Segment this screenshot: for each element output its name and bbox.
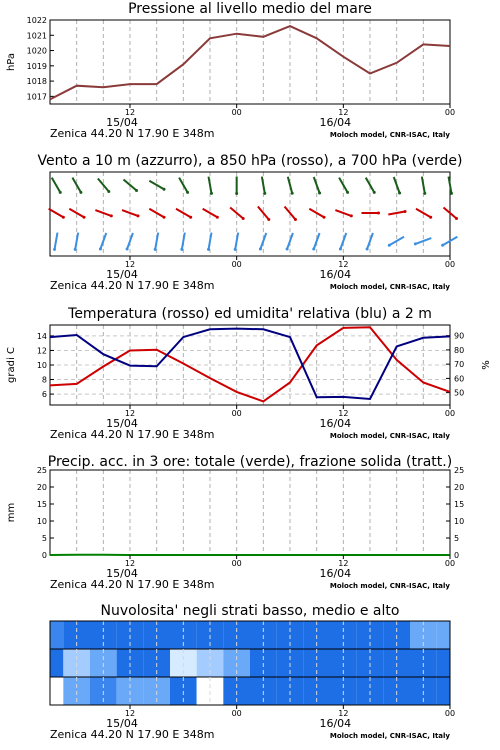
wind-barb-tip	[339, 247, 342, 250]
y-tick-label: 14	[36, 331, 47, 341]
wind-barb-tip	[366, 247, 369, 250]
wind-barb	[126, 233, 133, 250]
wind-barb	[309, 209, 325, 219]
panel-1-title: Pressione al livello medio del mare	[128, 1, 372, 17]
wind-barb	[123, 180, 138, 192]
wind-barb-tip	[210, 192, 213, 195]
wind-barb-tip	[388, 244, 391, 247]
wind-barb-tip	[53, 248, 56, 251]
y-right-tick-label: 50	[454, 388, 465, 398]
y-right-tick-label: 10	[454, 517, 465, 526]
wind-barb-tip	[107, 190, 110, 193]
wind-barb	[149, 181, 165, 191]
wind-barb-tip	[216, 216, 219, 219]
model-credit: Moloch model, CNR-ISAC, Italy	[329, 131, 450, 139]
y-axis-right-label: %	[481, 360, 492, 370]
wind-barb-tip	[398, 191, 401, 194]
wind-barb	[422, 177, 426, 195]
wind-barb	[69, 209, 85, 219]
y-tick-label: 8	[41, 375, 47, 385]
y-tick-label: 1020	[26, 46, 47, 56]
time-tick-label: 00	[231, 559, 242, 568]
wind-barb	[149, 209, 165, 219]
wind-barb-tip	[79, 191, 82, 194]
wind-barb-tip	[414, 242, 417, 245]
y-right-tick-label: 0	[454, 551, 460, 560]
wind-barb	[443, 208, 458, 220]
date-label: 16/04	[319, 417, 352, 430]
y-tick-label: 10	[36, 517, 47, 526]
wind-barb-tip	[163, 216, 166, 219]
date-label: 15/04	[106, 717, 138, 730]
wind-barb	[99, 233, 106, 250]
wind-barb-tip	[455, 217, 458, 220]
wind-barb-tip	[450, 192, 453, 195]
wind-barb-shaft	[55, 233, 58, 250]
time-tick-label: 00	[444, 108, 456, 117]
time-tick-label: 12	[338, 559, 349, 568]
time-tick-label: 12	[124, 409, 136, 418]
wind-barb	[154, 233, 158, 251]
time-tick-label: 00	[444, 709, 456, 718]
time-tick-label: 12	[124, 108, 136, 117]
time-tick-label: 00	[231, 409, 242, 418]
cloud-cell-medio	[50, 649, 63, 677]
wind-barb	[262, 177, 266, 195]
y-right-tick-label: 90	[454, 331, 465, 341]
wind-barb-tip	[286, 247, 289, 250]
wind-barb	[95, 210, 112, 217]
wind-barb-tip	[110, 214, 113, 217]
wind-barb	[414, 238, 431, 245]
time-tick-label: 00	[231, 709, 242, 718]
cloud-cell-alto	[50, 621, 63, 649]
wind-barb-tip	[318, 191, 321, 194]
wind-barb	[441, 237, 457, 247]
date-label: 15/04	[106, 116, 138, 129]
humidity-line	[50, 329, 450, 399]
wind-barb-tip	[429, 216, 432, 219]
y-axis-label: mm	[6, 502, 17, 523]
wind-barb	[366, 178, 376, 194]
wind-barb	[207, 233, 211, 251]
wind-barb-tip	[242, 217, 245, 220]
y-tick-label: 10	[36, 361, 47, 370]
wind-barb-tip	[267, 218, 270, 221]
y-right-tick-label: 5	[454, 534, 460, 543]
wind-barb	[449, 177, 453, 195]
wind-barb	[234, 233, 238, 251]
time-tick-label: 00	[444, 409, 456, 418]
wind-barb	[285, 206, 297, 221]
wind-barb	[312, 233, 319, 250]
wind-barb-tip	[294, 218, 297, 221]
pressure-line	[50, 26, 450, 99]
model-credit: Moloch model, CNR-ISAC, Italy	[329, 732, 450, 740]
date-label: 16/04	[319, 717, 352, 730]
wind-barb	[53, 233, 57, 251]
wind-barb	[288, 177, 294, 195]
wind-barb-tip	[189, 216, 192, 219]
wind-barb	[180, 233, 184, 251]
wind-barb	[52, 178, 62, 194]
y-tick-label: 1017	[26, 92, 47, 102]
panel-1-frame	[50, 20, 450, 104]
wind-barb-tip	[154, 248, 157, 251]
wind-barb	[258, 206, 270, 221]
wind-barb	[98, 178, 110, 193]
model-credit: Moloch model, CNR-ISAC, Italy	[329, 283, 450, 291]
wind-barb	[339, 178, 349, 194]
y-right-tick-label: 25	[454, 466, 465, 475]
wind-barb	[74, 233, 78, 251]
panel-4-frame	[50, 470, 450, 555]
wind-barb	[179, 178, 189, 194]
wind-barb	[314, 177, 321, 194]
station-info: Zenica 44.20 N 17.90 E 348m	[50, 279, 215, 292]
wind-barb-tip	[99, 247, 102, 250]
station-info: Zenica 44.20 N 17.90 E 348m	[50, 127, 215, 140]
wind-barb-tip	[126, 247, 129, 250]
time-tick-label: 12	[124, 559, 136, 568]
wind-barb	[49, 209, 65, 219]
wind-barb-tip	[235, 192, 238, 195]
time-tick-label: 00	[231, 108, 242, 117]
wind-barb-tip	[350, 214, 353, 217]
wind-barb	[259, 233, 266, 250]
wind-barb-tip	[423, 192, 426, 195]
wind-barb-tip	[163, 188, 166, 191]
wind-barb-tip	[62, 216, 65, 219]
y-tick-label: 1019	[26, 61, 47, 71]
wind-barb-tip	[186, 191, 189, 194]
time-tick-label: 12	[338, 108, 349, 117]
cloud-cell-alto	[437, 621, 450, 649]
time-tick-label: 12	[338, 260, 349, 269]
wind-barb-tip	[207, 248, 210, 251]
panel-2-title: Vento a 10 m (azzurro), a 850 hPa (rosso), a 700 hPa (verde)	[37, 153, 463, 169]
date-label: 16/04	[319, 116, 352, 129]
wind-barb	[416, 209, 432, 219]
wind-barb	[72, 178, 82, 194]
y-axis-label: gradi C	[6, 347, 17, 383]
y-tick-label: 6	[41, 390, 47, 400]
wind-barb	[286, 233, 293, 250]
temperature-line	[50, 327, 450, 401]
model-credit: Moloch model, CNR-ISAC, Italy	[329, 582, 450, 590]
y-tick-label: 5	[41, 534, 47, 543]
panel-3-title: Temperatura (rosso) ed umidita' relativa (blu) a 2 m	[68, 306, 432, 322]
wind-barb-tip	[291, 192, 294, 195]
wind-barb	[122, 210, 139, 217]
wind-barb-shaft	[52, 178, 61, 193]
y-tick-label: 1021	[26, 31, 47, 41]
y-tick-label: 0	[41, 551, 47, 560]
wind-barb	[366, 233, 373, 250]
y-right-tick-label: 80	[454, 345, 465, 355]
wind-barb	[388, 237, 404, 247]
wind-barb-tip	[259, 247, 262, 250]
wind-barb	[176, 209, 192, 219]
wind-barb	[209, 177, 213, 195]
wind-barb-tip	[346, 191, 349, 194]
wind-barb-tip	[263, 192, 266, 195]
wind-barb	[335, 210, 352, 217]
wind-barb-shaft	[49, 209, 64, 218]
wind-barb-tip	[74, 248, 77, 251]
wind-barb	[235, 177, 238, 196]
wind-barb	[394, 177, 401, 194]
time-tick-label: 00	[444, 260, 456, 269]
wind-barb	[388, 210, 406, 214]
station-info: Zenica 44.20 N 17.90 E 348m	[50, 728, 215, 741]
wind-barb-tip	[83, 216, 86, 219]
wind-barb-tip	[373, 191, 376, 194]
y-right-tick-label: 15	[454, 500, 465, 509]
wind-barb	[362, 212, 381, 215]
cloud-cell-basso	[437, 677, 450, 705]
wind-barb	[203, 209, 219, 219]
wind-barb-tip	[441, 244, 444, 247]
y-tick-label: 1018	[26, 77, 47, 87]
panel-4-title: Precip. acc. in 3 ore: totale (verde), frazione solida (tratt.)	[47, 454, 453, 470]
wind-barb-tip	[377, 212, 380, 215]
y-right-tick-label: 20	[454, 483, 465, 492]
y-right-tick-label: 70	[454, 360, 465, 370]
date-label: 15/04	[106, 268, 138, 281]
time-tick-label: 12	[338, 709, 349, 718]
y-tick-label: 12	[36, 346, 47, 356]
wind-barb-tip	[59, 191, 62, 194]
panel-5-title: Nuvolosita' negli strati basso, medio e alto	[100, 603, 400, 619]
date-label: 16/04	[319, 567, 352, 580]
wind-barb-tip	[312, 247, 315, 250]
wind-barb-tip	[323, 216, 326, 219]
y-tick-label: 25	[36, 466, 47, 475]
y-tick-label: 20	[36, 483, 47, 492]
station-info: Zenica 44.20 N 17.90 E 348m	[50, 428, 215, 441]
time-tick-label: 00	[231, 260, 242, 269]
wind-barb	[339, 233, 346, 250]
wind-barb-tip	[404, 210, 407, 213]
wind-barb-tip	[135, 189, 138, 192]
wind-barb-tip	[136, 214, 139, 217]
y-right-tick-label: 60	[454, 374, 465, 384]
time-tick-label: 12	[124, 709, 136, 718]
date-label: 15/04	[106, 567, 138, 580]
station-info: Zenica 44.20 N 17.90 E 348m	[50, 578, 215, 591]
wind-barb-tip	[234, 248, 237, 251]
date-label: 15/04	[106, 417, 138, 430]
time-tick-label: 00	[444, 559, 456, 568]
cloud-cell-medio	[437, 649, 450, 677]
date-label: 16/04	[319, 268, 352, 281]
wind-barb-tip	[180, 248, 183, 251]
y-tick-label: 15	[36, 500, 47, 509]
model-credit: Moloch model, CNR-ISAC, Italy	[329, 432, 450, 440]
time-tick-label: 12	[124, 260, 136, 269]
y-tick-label: 1022	[26, 16, 47, 25]
y-axis-label: hPa	[6, 52, 17, 72]
wind-barb	[230, 208, 245, 220]
time-tick-label: 12	[338, 409, 349, 418]
cloud-cell-basso	[50, 677, 63, 705]
